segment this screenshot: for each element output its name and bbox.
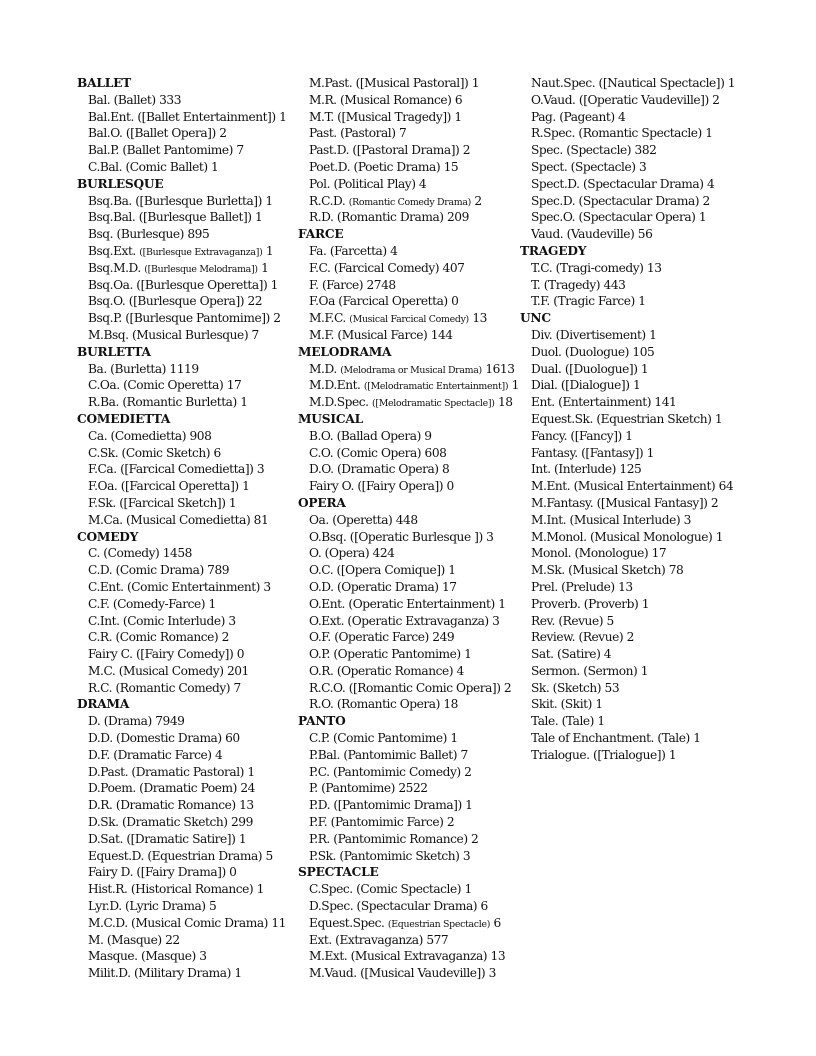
genre-entry: O.C. ([Opera Comique]) 1 bbox=[309, 563, 456, 578]
category-heading: TRAGEDY bbox=[520, 243, 587, 258]
genre-entry: M.Ca. (Musical Comedietta) 81 bbox=[88, 512, 269, 527]
genre-entry: C.Ent. (Comic Entertainment) 3 bbox=[88, 579, 271, 594]
genre-entry: D.Sk. (Dramatic Sketch) 299 bbox=[88, 815, 253, 830]
category-heading: PANTO bbox=[298, 714, 346, 729]
genre-entry: Bal.P. (Ballet Pantomime) 7 bbox=[88, 143, 244, 158]
genre-entry: O.Bsq. ([Operatic Burlesque ]) 3 bbox=[309, 529, 494, 544]
genre-entry: P.F. (Pantomimic Farce) 2 bbox=[309, 815, 455, 830]
genre-entry: Naut.Spec. ([Nautical Spectacle]) 1 bbox=[531, 76, 736, 90]
genre-entry: Ent. (Entertainment) 141 bbox=[531, 395, 677, 410]
genre-description: ([Melodramatic Spectacle]) bbox=[372, 398, 495, 410]
genre-entry: Tale of Enchantment. (Tale) 1 bbox=[531, 731, 701, 746]
genre-entry: Fairy O. ([Fairy Opera]) 0 bbox=[309, 479, 454, 494]
genre-entry bbox=[77, 260, 297, 277]
genre-entry: M.Sk. (Musical Sketch) 78 bbox=[531, 563, 684, 578]
genre-entry: M.C. (Musical Comedy) 201 bbox=[88, 663, 249, 678]
genre-entry: D.F. (Dramatic Farce) 4 bbox=[88, 747, 223, 762]
genre-entry: Prel. (Prelude) 13 bbox=[531, 579, 633, 594]
genre-count: 13 bbox=[468, 311, 487, 326]
genre-entry: Monol. (Monologue) 17 bbox=[531, 546, 667, 561]
genre-entry: O.R. (Operatic Romance) 4 bbox=[309, 663, 464, 678]
genre-entry: M.Ent. (Musical Entertainment) 64 bbox=[531, 479, 734, 494]
genre-entry: R.D. (Romantic Drama) 209 bbox=[309, 210, 469, 225]
genre-entry: M.C.D. (Musical Comic Drama) 11 bbox=[88, 915, 286, 930]
genre-entry: D.O. (Dramatic Opera) 8 bbox=[309, 462, 450, 477]
genre-abbreviation: M.F.C. bbox=[309, 311, 350, 326]
genre-entry: O.Vaud. ([Operatic Vaudeville]) 2 bbox=[531, 92, 720, 107]
genre-entry: Bal.O. ([Ballet Opera]) 2 bbox=[88, 126, 227, 141]
genre-entry: Ext. (Extravaganza) 577 bbox=[309, 932, 449, 947]
genre-entry: O.D. (Operatic Drama) 17 bbox=[309, 579, 457, 594]
genre-entry: O. (Opera) 424 bbox=[309, 546, 395, 561]
genre-count: 1 bbox=[257, 260, 269, 275]
genre-entry: Past. (Pastoral) 7 bbox=[309, 126, 407, 141]
genre-entry: D.D. (Domestic Drama) 60 bbox=[88, 731, 240, 746]
genre-entry: O.Ext. (Operatic Extravaganza) 3 bbox=[309, 613, 500, 628]
genre-entry: Proverb. (Proverb) 1 bbox=[531, 596, 650, 611]
genre-entry: Trialogue. ([Trialogue]) 1 bbox=[531, 747, 677, 762]
genre-entry: R.O. (Romantic Opera) 18 bbox=[309, 697, 458, 712]
genre-entry: M.Int. (Musical Interlude) 3 bbox=[531, 512, 691, 527]
genre-entry: R.C.O. ([Romantic Comic Opera]) 2 bbox=[309, 680, 512, 695]
genre-entry: Spect.D. (Spectacular Drama) 4 bbox=[531, 176, 715, 191]
genre-entry: D.Past. (Dramatic Pastoral) 1 bbox=[88, 764, 255, 779]
genre-entry bbox=[298, 394, 520, 411]
category-heading: UNC bbox=[520, 311, 551, 326]
genre-entry: Sk. (Sketch) 53 bbox=[531, 680, 620, 695]
genre-entry: C.R. (Comic Romance) 2 bbox=[88, 630, 229, 645]
genre-entry: Ca. (Comedietta) 908 bbox=[88, 428, 212, 443]
genre-count: 1 bbox=[262, 243, 274, 258]
genre-entry: M. (Masque) 22 bbox=[88, 932, 180, 947]
genre-entry: Masque. (Masque) 3 bbox=[88, 949, 207, 964]
genre-entry: F.Oa. ([Farcical Operetta]) 1 bbox=[88, 479, 250, 494]
genre-entry: C.Bal. (Comic Ballet) 1 bbox=[88, 159, 219, 174]
genre-entry: C.Sk. (Comic Sketch) 6 bbox=[88, 445, 221, 460]
category-heading: BALLET bbox=[77, 76, 132, 90]
genre-entry: Equest.Sk. (Equestrian Sketch) 1 bbox=[531, 411, 723, 426]
genre-entry: Ba. (Burletta) 1119 bbox=[88, 361, 199, 376]
genre-entry: M.Fantasy. ([Musical Fantasy]) 2 bbox=[531, 495, 719, 510]
genre-abbreviation: Bsq.Ext. bbox=[88, 243, 140, 258]
genre-entry: B.O. (Ballad Opera) 9 bbox=[309, 428, 432, 443]
genre-description: ([Burlesque Extravaganza]) bbox=[139, 246, 263, 258]
genre-count: 1613 bbox=[481, 361, 515, 376]
genre-entry: Hist.R. (Historical Romance) 1 bbox=[88, 882, 264, 897]
genre-entry: T. (Tragedy) 443 bbox=[531, 277, 626, 292]
category-heading: FARCE bbox=[298, 227, 344, 242]
genre-entry: C. (Comedy) 1458 bbox=[88, 546, 192, 561]
genre-entry: M.Vaud. ([Musical Vaudeville]) 3 bbox=[309, 966, 496, 981]
column-3 bbox=[520, 75, 746, 764]
genre-entry: M.F. (Musical Farce) 144 bbox=[309, 327, 453, 342]
genre-description: (Melodrama or Musical Drama) bbox=[340, 364, 482, 376]
genre-entry: T.F. (Tragic Farce) 1 bbox=[531, 294, 646, 309]
genre-entry: R.C. (Romantic Comedy) 7 bbox=[88, 680, 241, 695]
genre-entry: Past.D. ([Pastoral Drama]) 2 bbox=[309, 143, 471, 158]
genre-entry: M.Ext. (Musical Extravaganza) 13 bbox=[309, 949, 506, 964]
genre-entry: Vaud. (Vaudeville) 56 bbox=[531, 227, 653, 242]
genre-entry: Pag. (Pageant) 4 bbox=[531, 109, 626, 124]
genre-entry: C.Spec. (Comic Spectacle) 1 bbox=[309, 882, 472, 897]
genre-entry: Rev. (Revue) 5 bbox=[531, 613, 614, 628]
genre-entry: Bsq.Bal. ([Burlesque Ballet]) 1 bbox=[88, 210, 263, 225]
genre-entry: D.Spec. (Spectacular Drama) 6 bbox=[309, 899, 488, 914]
genre-entry: Bsq.Oa. ([Burlesque Operetta]) 1 bbox=[88, 277, 278, 292]
category-heading: MUSICAL bbox=[298, 411, 363, 426]
genre-entry bbox=[298, 915, 520, 932]
genre-entry: Fa. (Farcetta) 4 bbox=[309, 243, 398, 258]
category-heading: DRAMA bbox=[77, 697, 130, 712]
column-1 bbox=[77, 75, 297, 982]
genre-entry: Bsq.P. ([Burlesque Pantomime]) 2 bbox=[88, 311, 281, 326]
genre-entry: P. (Pantomime) 2522 bbox=[309, 781, 428, 796]
genre-entry: Fairy D. ([Fairy Drama]) 0 bbox=[88, 865, 237, 880]
category-heading: MELODRAMA bbox=[298, 344, 392, 359]
genre-entry: Spec.O. (Spectacular Opera) 1 bbox=[531, 210, 707, 225]
genre-entry: Bsq.O. ([Burlesque Opera]) 22 bbox=[88, 294, 263, 309]
genre-entry: Poet.D. (Poetic Drama) 15 bbox=[309, 159, 459, 174]
genre-entry: M.Past. ([Musical Pastoral]) 1 bbox=[309, 76, 480, 90]
genre-entry: Lyr.D. (Lyric Drama) 5 bbox=[88, 899, 217, 914]
category-heading: SPECTACLE bbox=[298, 865, 379, 880]
genre-entry: Spec. (Spectacle) 382 bbox=[531, 143, 657, 158]
genre-entry: C.Int. (Comic Interlude) 3 bbox=[88, 613, 236, 628]
genre-entry: M.Bsq. (Musical Burlesque) 7 bbox=[88, 327, 259, 342]
genre-entry: R.Ba. (Romantic Burletta) 1 bbox=[88, 395, 248, 410]
genre-entry: Sermon. (Sermon) 1 bbox=[531, 663, 649, 678]
genre-entry: Equest.D. (Equestrian Drama) 5 bbox=[88, 848, 273, 863]
genre-entry: Duol. (Duologue) 105 bbox=[531, 344, 655, 359]
genre-entry: F.Ca. ([Farcical Comedietta]) 3 bbox=[88, 462, 265, 477]
genre-entry: P.C. (Pantomimic Comedy) 2 bbox=[309, 764, 472, 779]
genre-abbreviation: M.D. bbox=[309, 361, 341, 376]
genre-entry: D.Poem. (Dramatic Poem) 24 bbox=[88, 781, 255, 796]
genre-entry: C.P. (Comic Pantomime) 1 bbox=[309, 731, 458, 746]
genre-entry: C.D. (Comic Drama) 789 bbox=[88, 563, 230, 578]
genre-entry bbox=[77, 243, 297, 260]
genre-entry: Fairy C. ([Fairy Comedy]) 0 bbox=[88, 647, 245, 662]
genre-entry: C.Oa. (Comic Operetta) 17 bbox=[88, 378, 242, 393]
genre-entry bbox=[298, 193, 520, 210]
genre-count: 1 bbox=[508, 378, 519, 393]
genre-entry: O.Ent. (Operatic Entertainment) 1 bbox=[309, 596, 506, 611]
genre-description: ([Burlesque Melodrama]) bbox=[144, 263, 258, 275]
genre-entry: Pol. (Political Play) 4 bbox=[309, 176, 427, 191]
category-heading: COMEDY bbox=[77, 529, 139, 544]
genre-entry: F.Oa (Farcical Operetta) 0 bbox=[309, 294, 459, 309]
genre-entry: Spect. (Spectacle) 3 bbox=[531, 159, 647, 174]
genre-count: 6 bbox=[490, 915, 501, 930]
genre-entry: O.P. (Operatic Pantomime) 1 bbox=[309, 647, 472, 662]
genre-entry: Fancy. ([Fancy]) 1 bbox=[531, 428, 633, 443]
genre-entry: M.Monol. (Musical Monologue) 1 bbox=[531, 529, 724, 544]
genre-entry: Bsq. (Burlesque) 895 bbox=[88, 227, 210, 242]
category-heading: BURLESQUE bbox=[77, 176, 164, 191]
genre-entry: F.C. (Farcical Comedy) 407 bbox=[309, 260, 465, 275]
genre-entry: Dual. ([Duologue]) 1 bbox=[531, 361, 649, 376]
genre-entry: D.Sat. ([Dramatic Satire]) 1 bbox=[88, 831, 247, 846]
genre-count: 2 bbox=[470, 193, 482, 208]
genre-entry: Dial. ([Dialogue]) 1 bbox=[531, 378, 641, 393]
genre-description: (Musical Farcical Comedy) bbox=[349, 314, 469, 326]
genre-entry: Sat. (Satire) 4 bbox=[531, 647, 612, 662]
genre-entry: P.Sk. (Pantomimic Sketch) 3 bbox=[309, 848, 471, 863]
genre-entry: M.T. ([Musical Tragedy]) 1 bbox=[309, 109, 462, 124]
genre-entry: C.O. (Comic Opera) 608 bbox=[309, 445, 447, 460]
genre-entry: Skit. (Skit) 1 bbox=[531, 697, 603, 712]
genre-description: (Equestrian Spectacle) bbox=[387, 918, 491, 930]
genre-entry: Div. (Divertisement) 1 bbox=[531, 327, 657, 342]
category-heading: COMEDIETTA bbox=[77, 411, 171, 426]
genre-count: 18 bbox=[494, 395, 513, 410]
genre-entry: R.Spec. (Romantic Spectacle) 1 bbox=[531, 126, 713, 141]
genre-abbreviation: M.D.Ent. bbox=[309, 378, 364, 393]
category-heading: OPERA bbox=[298, 495, 346, 510]
genre-entry: F.Sk. ([Farcical Sketch]) 1 bbox=[88, 495, 237, 510]
genre-entry: Review. (Revue) 2 bbox=[531, 630, 634, 645]
genre-entry: F. (Farce) 2748 bbox=[309, 277, 396, 292]
genre-abbreviation: Bsq.M.D. bbox=[88, 260, 145, 275]
genre-entry: C.F. (Comedy-Farce) 1 bbox=[88, 596, 216, 611]
genre-entry: Bal.Ent. ([Ballet Entertainment]) 1 bbox=[88, 109, 287, 124]
genre-entry: Fantasy. ([Fantasy]) 1 bbox=[531, 445, 654, 460]
genre-abbreviation: R.C.D. bbox=[309, 193, 349, 208]
genre-entry: Bsq.Ba. ([Burlesque Burletta]) 1 bbox=[88, 193, 273, 208]
genre-entry: Oa. (Operetta) 448 bbox=[309, 512, 418, 527]
genre-entry: Tale. (Tale) 1 bbox=[531, 714, 605, 729]
column-2 bbox=[298, 75, 520, 982]
genre-entry: T.C. (Tragi-comedy) 13 bbox=[531, 260, 662, 275]
genre-entry: M.R. (Musical Romance) 6 bbox=[309, 92, 463, 107]
genre-entry bbox=[298, 377, 520, 394]
genre-entry: Milit.D. (Military Drama) 1 bbox=[88, 966, 242, 981]
genre-entry: D. (Drama) 7949 bbox=[88, 714, 185, 729]
genre-entry bbox=[298, 310, 520, 327]
genre-entry: P.D. ([Pantomimic Drama]) 1 bbox=[309, 798, 473, 813]
genre-entry bbox=[298, 361, 520, 378]
genre-entry: D.R. (Dramatic Romance) 13 bbox=[88, 798, 254, 813]
category-heading: BURLETTA bbox=[77, 344, 151, 359]
genre-abbreviation: Equest.Spec. bbox=[309, 915, 388, 930]
genre-entry: Int. (Interlude) 125 bbox=[531, 462, 642, 477]
genre-entry: Bal. (Ballet) 333 bbox=[88, 92, 181, 107]
genre-entry: P.R. (Pantomimic Romance) 2 bbox=[309, 831, 479, 846]
genre-description: ([Melodramatic Entertainment]) bbox=[363, 381, 509, 393]
genre-entry: P.Bal. (Pantomimic Ballet) 7 bbox=[309, 747, 468, 762]
genre-entry: Spec.D. (Spectacular Drama) 2 bbox=[531, 193, 710, 208]
genre-entry: O.F. (Operatic Farce) 249 bbox=[309, 630, 455, 645]
genre-description: (Romantic Comedy Drama) bbox=[348, 196, 471, 208]
genre-abbreviation: M.D.Spec. bbox=[309, 395, 373, 410]
